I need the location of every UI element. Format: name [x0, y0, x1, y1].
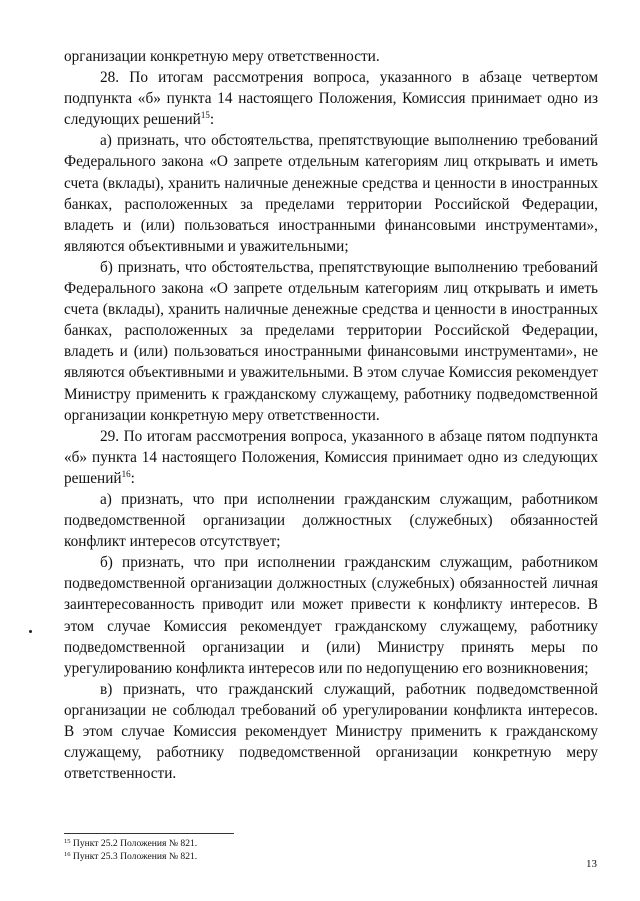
- paragraph: [64, 257, 598, 426]
- footnote-text: Пункт 25.3 Положения № 821.: [72, 851, 198, 862]
- paragraph-text: а) признать, что при исполнении гражданским служащим, работником подведомственной организации должностных (служебных) обязанностей конфликт интересов отсутствует;: [64, 490, 598, 551]
- footnote-number: 16: [64, 851, 71, 858]
- footnote-ref: 16: [121, 468, 131, 479]
- scan-speck: [29, 630, 32, 633]
- paragraph-tail: :: [130, 469, 135, 487]
- paragraph-text: 28. По итогам рассмотрения вопроса, указанного в абзаце четвертом подпункта «б» пункта 14 настоящего Положения, Комиссия принимает одно из следующих решений: [64, 69, 598, 129]
- paragraph: [64, 46, 598, 67]
- paragraph-text: организации конкретную меру ответственности.: [64, 48, 380, 65]
- footnote-number: 15: [64, 838, 71, 845]
- body-text: [64, 46, 598, 784]
- paragraph: [64, 67, 598, 130]
- paragraph-tail: :: [209, 111, 215, 129]
- paragraph: [64, 130, 598, 257]
- paragraph: [64, 679, 598, 784]
- paragraph: [64, 426, 598, 489]
- paragraph-text: б) признать, что обстоятельства, препятствующие выполнению требований Федерального закона «О запрете отдельным категориям лиц открывать и иметь счета (вклады), хранить наличные денежные средства и ценности в иностранных банках, расположенных за пределами территории Российской Федерации, владеть и (или) пользоваться иностранными финансовыми инструментами», не являются объективными и уважительными. В этом случае Комиссия рекомендует Министру применить к гражданскому служащему, работнику подведомственной организации конкретную меру ответственности.: [64, 258, 598, 424]
- paragraph-text: б) признать, что при исполнении гражданским служащим, работником подведомственной организации должностных (служебных) обязанностей личная заинтересованность приводит или может привести к конфликту интересов. В этом случае Комиссия рекомендует гражданскому служащему, работнику подведомственной организации и (или) Министру принять меры по урегулированию конфликта интересов или по недопущению его возникновения;: [64, 554, 598, 677]
- paragraph: [64, 552, 598, 679]
- footnote: [64, 850, 464, 863]
- footnote-text: Пункт 25.2 Положения № 821.: [72, 838, 198, 849]
- footnote-ref: 15: [200, 110, 210, 121]
- paragraph-text: в) признать, что гражданский служащий, работник подведомственной организации не соблюдал требований об урегулировании конфликта интересов. В этом случае Комиссия рекомендует Министру применить к гражданскому служащему, работнику подведомственной организации конкретную меру ответственности.: [64, 680, 598, 783]
- page-number: 13: [586, 858, 597, 870]
- paragraph-text: 29. По итогам рассмотрения вопроса, указанного в абзаце пятом подпункта «б» пункта 14 настоящего Положения, Комиссия принимает одно из следующих решений: [64, 427, 598, 487]
- paragraph-text: а) признать, что обстоятельства, препятствующие выполнению требований Федерального закона «О запрете отдельным категориям лиц открывать и иметь счета (вклады), хранить наличные денежные средства и ценности в иностранных банках, расположенных за пределами территории Российской Федерации, владеть и (или) пользоваться иностранными финансовыми инструментами», являются объективными и уважительными;: [64, 132, 598, 255]
- footnote-separator: [64, 833, 234, 834]
- footnotes: [64, 837, 464, 863]
- paragraph: [64, 489, 598, 552]
- footnote: [64, 837, 464, 850]
